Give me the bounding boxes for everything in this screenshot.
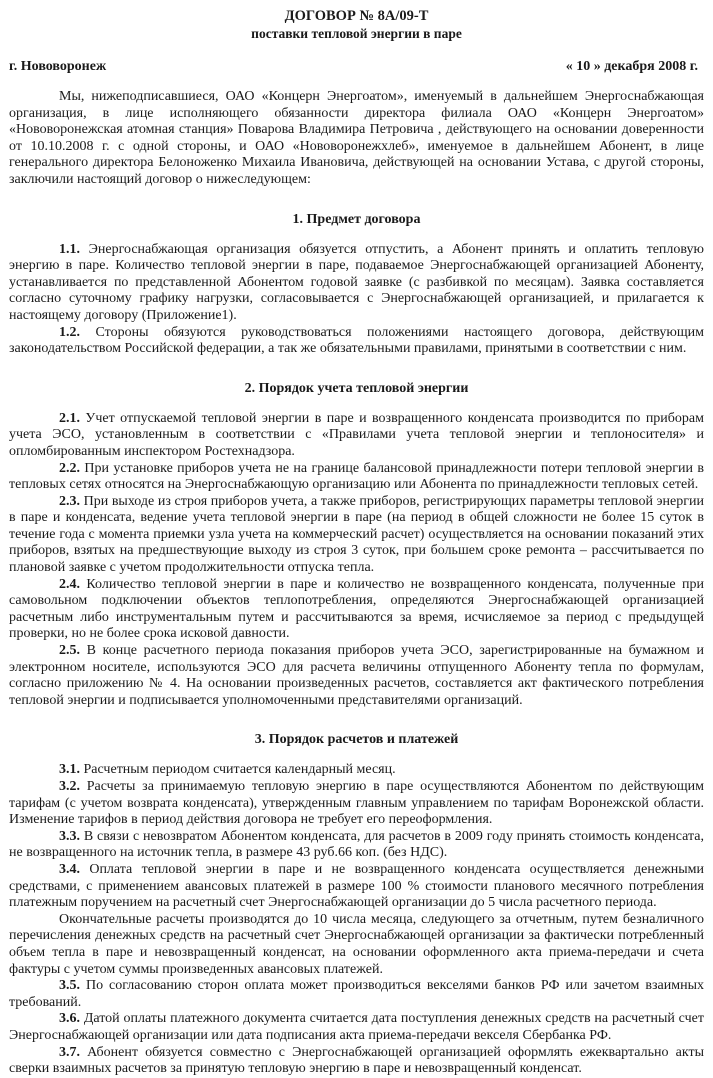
clause [9, 325, 704, 358]
clause-text: Количество тепловой энергии в паре и количество не возвращенного конденсата, полученные при самовольном подключении объектов теплопотребления, определяются Энергоснабжающей организацией расчетным либо инструментальным путем и рассчитываются за время, исчисляемое за период с предыдущей проверки, но не более срока исковой давности. [9, 576, 704, 642]
clause-number: 2.5. [59, 643, 80, 659]
section-heading: 2. Порядок учета тепловой энергии [244, 380, 469, 396]
clause-number: 2.1. [59, 410, 80, 426]
contract-sections [9, 211, 704, 1078]
clause-text: Расчеты за принимаемую тепловую энергию в паре осуществляются Абонентом по действующим тарифам (с учетом возврата конденсата), утвержденным главным управлением по тарифам Воронежской области. Изменение тарифов в период действия договора не требует его переоформления. [9, 779, 704, 828]
clause-text: Датой оплаты платежного документа считается дата поступления денежных средств на расчетный счет Энергоснабжающей организации или дата подписания акта приема-передачи векселя Сбербанка РФ. [9, 1011, 704, 1043]
clause-number: 2.2. [59, 460, 80, 476]
clause-number: 3.5. [59, 978, 80, 994]
clause-text: В конце расчетного периода показания приборов учета ЭСО, зарегистрированные на бумажном и электронном носителе, используются ЭСО для расчета величины отпущенного Абоненту тепла по формулам, согласно приложению № 4. На основании произведенных расчетов, составляется акт фактического потребления тепловой энергии и подписывается уполномоченными представителями организаций. [9, 643, 704, 708]
clause [9, 242, 704, 325]
clause-text: При выходе из строя приборов учета, а также приборов, регистрирующих параметры тепловой энергии в паре и конденсата, ведение учета тепловой энергии в паре (на период в общей сложности не более 15 суток в течение года с момента приемки узла учета на коммерческий расчет) осуществляется на основании показаний этих приборов, взятых на предшествующие выходу из строя 3 суток, при большем сроке ремонта – рассчитывается по плановой заявке с учетом продолжительности отпуска тепла. [9, 493, 704, 576]
clause-text: Абонент обязуется совместно с Энергоснабжающей организацией оформлять ежеквартально акты сверки взаимных расчетов за принятую тепловую энергию в паре и невозвращенный конденсат. [9, 1044, 704, 1077]
section-heading: 3. Порядок расчетов и платежей [254, 732, 459, 748]
clause-number: 1.2. [59, 324, 80, 340]
clause [9, 912, 704, 978]
clause [9, 643, 704, 709]
clause-text: Учет отпускаемой тепловой энергии в паре и возвращенного конденсата производится по приборам учета ЭСО, установленным в соответствии с «Правилами учета тепловой энергии и теплоносителя» и опломбированным инспектором Ростехнадзора. [9, 410, 704, 459]
clause [9, 829, 704, 862]
clause [9, 577, 704, 643]
place-date-line [9, 58, 704, 75]
clause [9, 978, 704, 1011]
clause-number: 2.3. [59, 493, 80, 509]
document-title: ДОГОВОР № 8А/09-Т [284, 8, 429, 24]
clause-number: 1.1. [59, 241, 80, 257]
clause-number: 3.1. [59, 762, 80, 778]
clause [9, 862, 704, 912]
clause-text: Энергоснабжающая организация обязуется отпустить, а Абонент принять и оплатить тепловую энергию в паре. Количество тепловой энергии в паре, подаваемое Энергоснабжающей организацией Абоненту, устанавливается по представленной Абонентом годовой заявке (с разбивкой по месяцам). Заявка составляется согласно суточному графику нагрузки, согласовывается с Энергоснабжающей организацией, и прилагается к настоящему договору (Приложение1). [9, 241, 704, 323]
clause [9, 779, 704, 829]
clause [9, 461, 704, 494]
clause-text: Расчетным периодом считается календарный месяц. [80, 762, 396, 778]
clause-text: Оплата тепловой энергии в паре и не возвращенного конденсата осуществляется денежными средствами, с применением авансовых платежей в размере 100 % стоимости планового месячного потребления платежным поручением на расчетный счет Энергоснабжающей организации до 5 числа расчетного периода. [9, 861, 704, 911]
clause [9, 494, 704, 577]
clause-number: 3.2. [59, 779, 80, 794]
clause [9, 411, 704, 461]
clause-number: 3.3. [59, 828, 80, 844]
intro-paragraph: Мы, нижеподписавшиеся, ОАО «Концерн Энергоатом», именуемый в дальнейшем Энергоснабжающая организация, в лице исполняющего обязанности директора филиала ОАО «Концерн Энергоатом» «Нововоронежская атомная станция» Поварова Владимира Петровича , действующего на основании доверенности от 10.10.2008 г. с одной стороны, и ОАО «Нововоронежхлеб», именуемое в дальнейшем Абонент, в лице генерального директора Белоноженко Михаила Ивановича, действующей на основании Устава, с другой стороны, заключили настоящий договор о нижеследующем: [9, 89, 704, 187]
clause-number: 3.4. [59, 861, 80, 877]
clause-text: По согласованию сторон оплата может производиться векселями банков РФ или зачетом взаимных требований. [9, 978, 704, 1010]
section-heading: 1. Предмет договора [292, 211, 421, 227]
city: г. Нововоронеж [9, 59, 107, 74]
document-subtitle: поставки тепловой энергии в паре [251, 26, 462, 41]
clause-number: 2.4. [59, 576, 80, 592]
clause [9, 1045, 704, 1078]
clause [9, 762, 704, 779]
clause-text: В связи с невозвратом Абонентом конденсата, для расчетов в 2009 году принять стоимость конденсата, не возвращенного на источник тепла, в размере 43 руб.66 коп. (без НДС). [9, 828, 704, 861]
clause [9, 1011, 704, 1044]
clause-text: Окончательные расчеты производятся до 10 числа месяца, следующего за отчетным, путем безналичного перечисления денежных средств на расчетный счет Энергоснабжающей организации за фактически потребленный объем тепла в паре и невозвращенный конденсат, на основании оформленного акта приема-передачи и счета фактуры с учетом суммы произведенных авансовых платежей. [9, 911, 704, 977]
clause-number: 3.7. [59, 1044, 80, 1060]
clause-text: Стороны обязуются руководствоваться положениями настоящего договора, действующим законодательством Российской федерации, а так же обязательными правилами, принятыми в соответствии с ним. [9, 324, 704, 357]
clause-text: При установке приборов учета не на границе балансовой принадлежности потери тепловой энергии в тепловых сетях относятся на Энергоснабжающую организацию или Абонента по принадлежности тепловых сетей. [9, 460, 704, 493]
contract-date: « 10 » декабря 2008 г. [565, 59, 698, 74]
clause-number: 3.6. [59, 1011, 80, 1027]
